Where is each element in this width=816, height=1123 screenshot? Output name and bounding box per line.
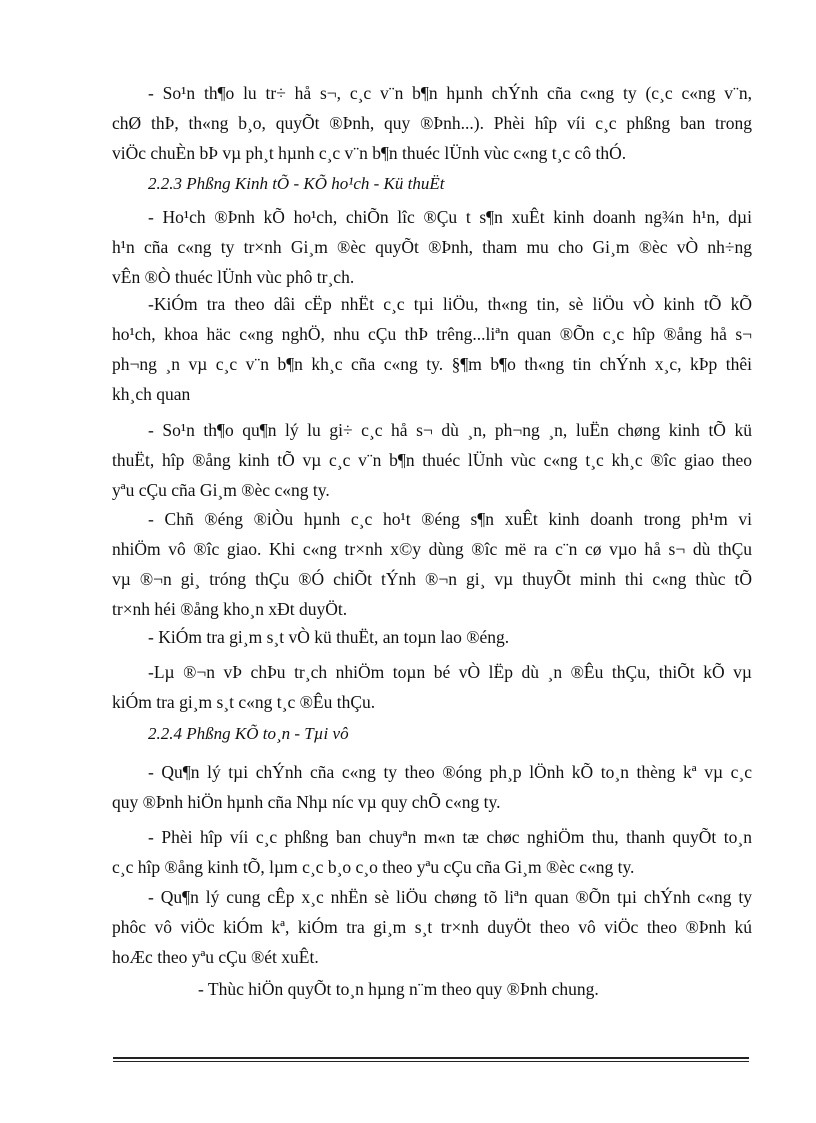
text-line: phôc vô viÖc kiÓm kª, kiÓm tra gi¸m s¸t tr×nh duyÖt theo vô viÖc theo ®Þnh kú [112,917,752,937]
text-line: - Phèi hîp víi c¸c phßng ban chuyªn m«n tæ chøc nghiÖm thu, thanh quyÕt to¸n [148,827,752,847]
text-line: - So¹n th¶o qu¶n lý lu gi÷ c¸c hå s¬ dù ¸n, ph¬ng ¸n, luËn chøng kinh tÕ kü [148,420,752,440]
text-line: nhiÖm vô ®îc giao. Khi c«ng tr×nh x©y dùng ®îc më ra c¨n cø vµo hå s¬ dù thÇu [112,539,752,559]
text-line: - Qu¶n lý tµi chÝnh cña c«ng ty theo ®óng ph¸p lÖnh kÕ to¸n thèng kª vµ c¸c [148,762,752,782]
paragraph [112,822,752,882]
text-line: ph¬ng ¸n vµ c¸c v¨n b¶n kh¸c cña c«ng ty. §¶m b¶o th«ng tin chÝnh x¸c, kÞp thêi [112,354,752,374]
paragraph [112,882,752,972]
paragraph [112,622,752,652]
paragraph [112,78,752,168]
text-line: chØ thÞ, th«ng b¸o, quyÕt ®Þnh, quy ®Þnh...). Phèi hîp víi c¸c phßng ban trong [112,113,752,133]
paragraph [112,974,752,1004]
paragraph [112,504,752,624]
section-heading: 2.2.4 Phßng KÕ to¸n - Tµi vô [148,724,349,743]
text-line: - KiÓm tra gi¸m s¸t vÒ kü thuËt, an toµn lao ®éng. [148,627,510,647]
text-line: tr×nh héi ®ång kho¸n xÐt duyÖt. [112,599,348,619]
text-line: quy ®Þnh hiÖn hµnh cña Nhµ níc vµ quy chÕ c«ng ty. [112,792,501,812]
paragraph [112,657,752,717]
text-line: kiÓm tra gi¸m s¸t c«ng t¸c ®Êu thÇu. [112,692,376,712]
text-line: vÊn ®Ò thuéc lÜnh vùc phô tr¸ch. [112,267,355,287]
text-line: hoÆc theo yªu cÇu ®ét xuÊt. [112,947,319,967]
text-line: yªu cÇu cña Gi¸m ®èc c«ng ty. [112,480,330,500]
text-line: kh¸ch quan [112,384,191,404]
paragraph [112,289,752,409]
paragraph [112,415,752,505]
text-line: - So¹n th¶o lu tr÷ hå s¬, c¸c v¨n b¶n hµnh chÝnh cña c«ng ty (c¸c c«ng v¨n, [148,83,752,103]
text-line: - Chñ ®éng ®iÒu hµnh c¸c ho¹t ®éng s¶n xuÊt kinh doanh trong ph¹m vi [148,509,752,529]
text-line: -Lµ ®¬n vÞ chÞu tr¸ch nhiÖm toµn bé vÒ lËp dù ¸n ®Êu thÇu, thiÕt kÕ vµ [148,662,752,682]
text-line: - Thùc hiÖn quyÕt to¸n hµng n¨m theo quy ®Þnh chung. [198,979,599,999]
text-line: - Ho¹ch ®Þnh kÕ ho¹ch, chiÕn lîc ®Çu t s¶n xuÊt kinh doanh ng¾n h¹n, dµi [148,207,752,227]
footer-rule [113,1057,749,1059]
text-line: vµ ®¬n gi¸ tróng thÇu ®Ó chiÕt tÝnh ®¬n gi¸ vµ thuyÕt minh thi c«ng thùc tÕ [112,569,752,589]
paragraph [112,757,752,817]
text-line: thuËt, hîp ®ång kinh tÕ vµ c¸c v¨n b¶n thuéc lÜnh vùc c«ng t¸c kh¸c ®îc giao theo [112,450,752,470]
footer-rule [113,1061,749,1062]
text-line: h¹n cña c«ng ty tr×nh Gi¸m ®èc quyÕt ®Þnh, tham mu cho Gi¸m ®èc vÒ nh÷ng [112,237,752,257]
text-line: viÖc chuÈn bÞ vµ ph¸t hµnh c¸c v¨n b¶n thuéc lÜnh vùc c«ng t¸c cô thÓ. [112,143,627,163]
text-line: -KiÓm tra theo dâi cËp nhËt c¸c tµi liÖu, th«ng tin, sè liÖu vÒ kinh tÕ kÕ [148,294,752,314]
paragraph [112,202,752,292]
text-line: - Qu¶n lý cung cÊp x¸c nhËn sè liÖu chøng tõ liªn quan ®Õn tµi chÝnh c«ng ty [148,887,752,907]
section-heading: 2.2.3 Phßng Kinh tÕ - KÕ ho¹ch - Kü thuËt [148,174,445,193]
text-line: ho¹ch, khoa häc c«ng nghÖ, nhu cÇu thÞ trêng...liªn quan ®Õn c¸c hîp ®ång hå s¬ [112,324,752,344]
text-line: c¸c hîp ®ång kinh tÕ, lµm c¸c b¸o c¸o theo yªu cÇu cña Gi¸m ®èc c«ng ty. [112,857,635,877]
